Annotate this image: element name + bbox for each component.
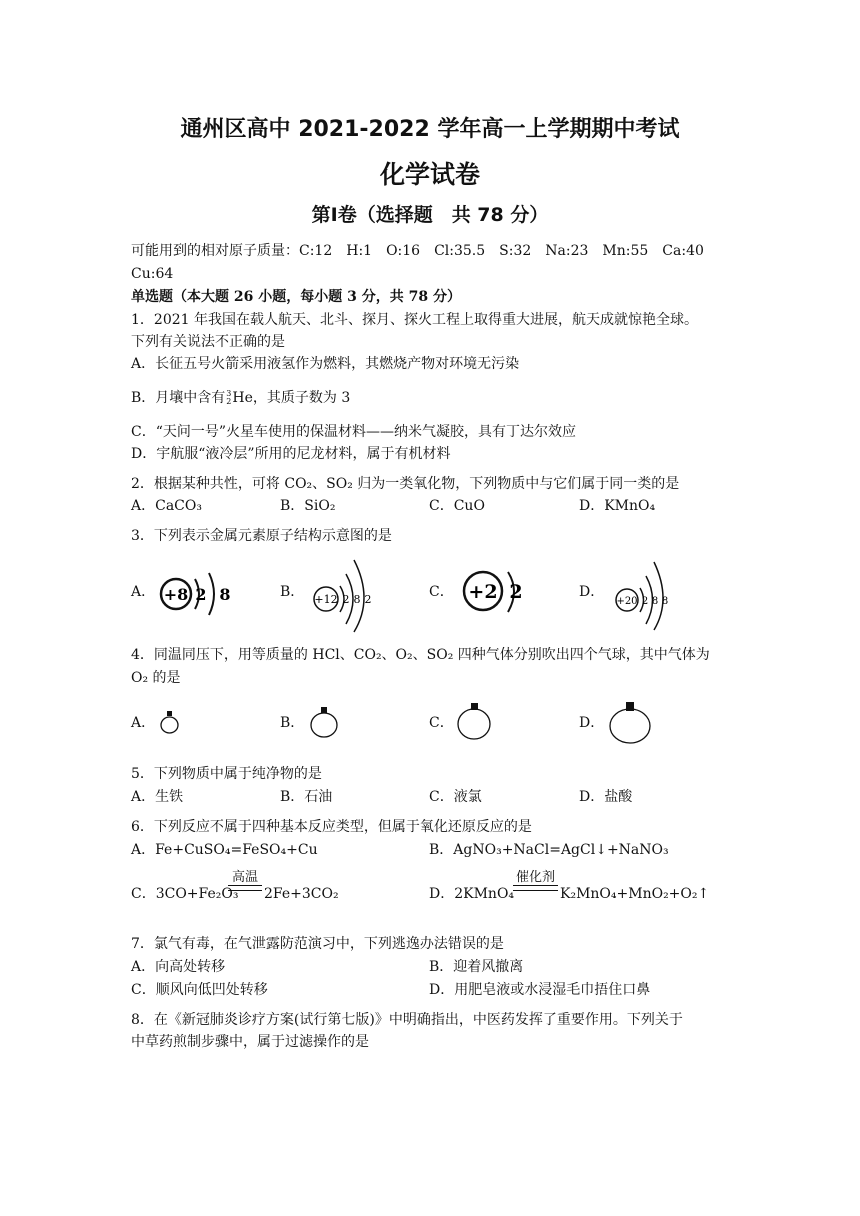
reaction-condition-c [228, 871, 262, 891]
q5-option-b: B．石油 [280, 789, 333, 805]
atom-structure-d [612, 556, 682, 632]
element-symbol: He [232, 390, 253, 406]
q1-option-a: A．长征五号火箭采用液氢作为燃料，其燃烧产物对环境无污染 [131, 356, 520, 372]
q4-label-a: A． [131, 715, 156, 731]
section-heading: 单选题（本大题 26 小题，每小题 3 分，共 78 分） [131, 289, 461, 305]
q2-option-c: C．CuO [429, 498, 485, 514]
condition-text: 催化剂 [515, 870, 555, 885]
equals-bar [228, 885, 262, 891]
section-title: 第Ⅰ卷（选择题 共 78 分） [311, 204, 549, 226]
q7-option-c: C．顺风向低凹处转移 [131, 982, 268, 998]
q2-stem: 2．根据某种共性，可将 CO₂、SO₂ 归为一类氧化物，下列物质中与它们属于同一类的是 [131, 476, 680, 492]
q1-option-b-suffix: ，其质子数为 3 [252, 390, 351, 406]
q6-option-c-left: C．3CO+Fe₂O₃ [131, 886, 239, 902]
q3-label-b: B． [280, 584, 305, 600]
atomic-masses-line1: 可能用到的相对原子质量：C:12 H:1 O:16 Cl:35.5 S:32 Na:23 Mn:55 Ca:40 [131, 243, 704, 259]
q4-label-b: B． [280, 715, 305, 731]
balloon-a [155, 708, 185, 736]
nucleus-charge: +8 [163, 585, 189, 604]
atomic-masses-line2: Cu:64 [131, 266, 174, 282]
reaction-condition-d [513, 871, 558, 891]
q1-option-c: C．“天问一号”火星车使用的保温材料——纳米气凝胶，具有丁达尔效应 [131, 424, 577, 440]
nuclide-notation [226, 390, 231, 406]
shell-electrons: 8 [661, 596, 669, 607]
balloon-c [452, 700, 496, 742]
q2-option-a: A．CaCO₃ [131, 498, 202, 514]
q4-stem-line1: 4．同温同压下，用等质量的 HCl、CO₂、O₂、SO₂ 四种气体分别吹出四个气球，其中气体为 [131, 647, 710, 663]
atom-structure-c [460, 560, 530, 622]
shell-electrons: 2 [364, 593, 372, 606]
shell-electrons: 8 [651, 596, 659, 607]
q8-stem-line2: 中草药煎制步骤中，属于过滤操作的是 [131, 1034, 369, 1050]
q6-option-d [429, 885, 514, 903]
q5-option-c: C．液氯 [429, 789, 482, 805]
mass-number: 3 [226, 389, 232, 398]
q6-stem: 6．下列反应不属于四种基本反应类型，但属于氧化还原反应的是 [131, 819, 532, 835]
q7-option-b: B．迎着风撤离 [429, 959, 524, 975]
nucleus-charge: +20 [616, 596, 638, 607]
q2-option-b: B．SiO₂ [280, 498, 336, 514]
atomic-number: 2 [226, 397, 232, 406]
nucleus-charge: +2 [468, 581, 498, 603]
equals-bar [513, 885, 558, 891]
q1-option-d: D．宇航服“液冷层”所用的尼龙材料，属于有机材料 [131, 446, 451, 462]
q7-stem: 7．氯气有毒，在气泄露防范演习中，下列逃逸办法错误的是 [131, 936, 504, 952]
q1-option-b [131, 389, 350, 407]
nucleus-charge: +12 [314, 593, 338, 606]
shell-electrons: 2 [509, 581, 523, 603]
shell-electrons: 2 [195, 585, 207, 604]
q3-stem: 3．下列表示金属元素原子结构示意图的是 [131, 528, 392, 544]
q5-option-d: D．盐酸 [579, 789, 633, 805]
q5-stem: 5．下列物质中属于纯净物的是 [131, 766, 322, 782]
q8-stem-line1: 8．在《新冠肺炎诊疗方案(试行第七版)》中明确指出，中医药发挥了重要作用。下列关于 [131, 1012, 683, 1028]
q6-option-b: B．AgNO₃+NaCl=AgCl↓+NaNO₃ [429, 842, 669, 858]
q3-label-d: D． [579, 584, 605, 600]
q1-stem-line1: 1．2021 年我国在载人航天、北斗、探月、探火工程上取得重大进展，航天成就惊艳全球。 [131, 312, 698, 328]
q1-stem-line2: 下列有关说法不正确的是 [131, 334, 285, 350]
q5-option-a: A．生铁 [131, 789, 184, 805]
shell-electrons: 2 [342, 593, 350, 606]
q6-option-c [131, 885, 238, 903]
shell-electrons: 2 [641, 596, 649, 607]
q6-option-c-right: 2Fe+3CO₂ [264, 886, 339, 902]
q2-option-d: D．KMnO₄ [579, 498, 656, 514]
q7-option-d: D．用肥皂液或水浸湿毛巾捂住口鼻 [429, 982, 651, 998]
q7-option-a: A．向高处转移 [131, 959, 226, 975]
q6-option-a: A．Fe+CuSO₄=FeSO₄+Cu [131, 842, 318, 858]
q3-label-a: A． [131, 584, 156, 600]
q6-option-d-left: D．2KMnO₄ [429, 886, 515, 902]
q1-option-b-prefix: B．月壤中含有 [131, 390, 226, 406]
atom-structure-a [155, 565, 245, 623]
q6-option-d-right: K₂MnO₄+MnO₂+O₂↑ [560, 886, 710, 902]
condition-text: 高温 [231, 870, 258, 885]
q4-label-c: C． [429, 715, 454, 731]
exam-subtitle: 化学试卷 [379, 160, 480, 189]
q4-stem-line2: O₂ 的是 [131, 670, 181, 686]
balloon-d [604, 698, 656, 746]
shell-electrons: 8 [219, 585, 231, 604]
atom-structure-b [308, 552, 388, 634]
shell-electrons: 8 [353, 593, 361, 606]
q4-label-d: D． [579, 715, 605, 731]
exam-title: 通州区高中 2021-2022 学年高一上学期期中考试 [180, 117, 680, 142]
q3-label-c: C． [429, 584, 454, 600]
balloon-b [304, 704, 344, 740]
